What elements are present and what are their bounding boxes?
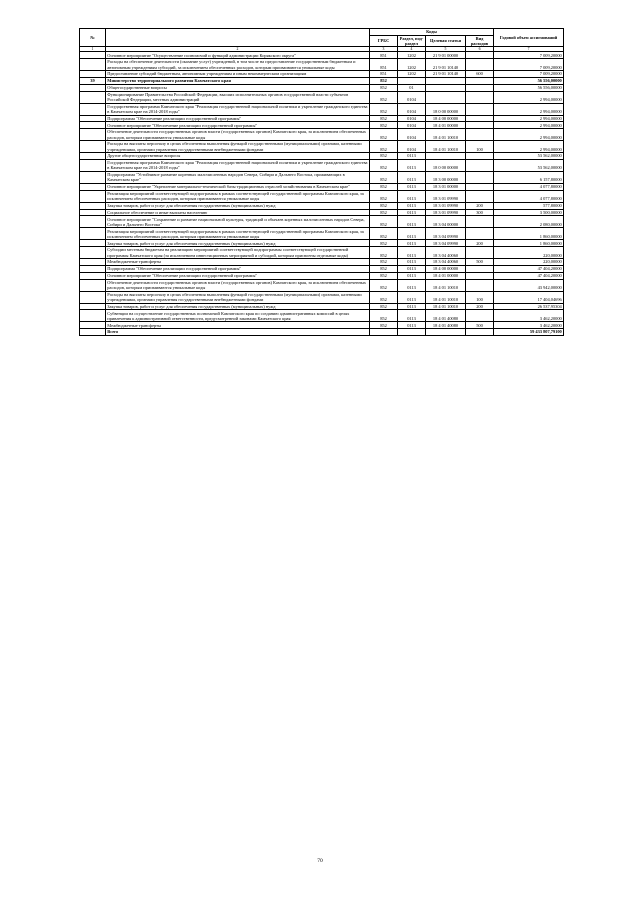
row-number xyxy=(80,153,106,160)
table-row xyxy=(80,153,564,160)
row-amount: 56 556,00000 xyxy=(494,84,564,91)
table-row xyxy=(80,240,564,247)
row-amount: 17 404,04696 xyxy=(494,291,564,303)
row-name: Подпрограмма "Устойчивое развитие коренных малочисленных народов Севера, Сибири и Дальнего Востока, проживающих в Камчатском крае" xyxy=(106,171,370,183)
row-grbs: 852 xyxy=(370,247,398,259)
row-razdel: 0113 xyxy=(398,153,426,160)
header-annual: Годовой объем ассигнований xyxy=(494,29,564,47)
header-grbs: ГРБС xyxy=(370,35,398,47)
row-name: Расходы на выплаты персоналу в целях обеспечения выполнения функций государственными (муниципальными) органами, казенными учреждениями, органами управления государственными внебюджетными фондами xyxy=(106,291,370,303)
row-number xyxy=(80,291,106,303)
row-number xyxy=(80,259,106,266)
table-row xyxy=(80,171,564,183)
row-expense-type xyxy=(466,228,494,240)
header-num: № xyxy=(80,29,106,47)
row-expense-type: 300 xyxy=(466,209,494,216)
row-name: Социальное обеспечение и иные выплаты населению xyxy=(106,209,370,216)
row-target-article: 18 4 01 40080 xyxy=(426,322,466,329)
row-expense-type xyxy=(466,329,494,336)
row-name: Реализация мероприятий соответствующей подпрограммы в рамках соответствующей государственной программы Камчатского края, за исключением обеспеченных расходов, которым присваиваются уникальные коды xyxy=(106,228,370,240)
row-razdel: 0113 xyxy=(398,228,426,240)
table-row xyxy=(80,259,564,266)
row-razdel: 0113 xyxy=(398,259,426,266)
table-body xyxy=(80,52,564,336)
row-expense-type xyxy=(466,171,494,183)
row-expense-type xyxy=(466,59,494,71)
row-target-article: 21 9 01 00000 xyxy=(426,52,466,59)
row-amount: 2 080,00000 xyxy=(494,216,564,228)
row-number xyxy=(80,171,106,183)
row-amount: 59 433 807,79100 xyxy=(494,329,564,336)
row-grbs: 852 xyxy=(370,103,398,115)
row-expense-type xyxy=(466,247,494,259)
row-target-article xyxy=(426,84,466,91)
row-expense-type xyxy=(466,115,494,122)
row-grbs: 852 xyxy=(370,240,398,247)
row-grbs: 852 xyxy=(370,171,398,183)
row-expense-type: 100 xyxy=(466,141,494,153)
row-amount: 47 404,20000 xyxy=(494,272,564,279)
table-row xyxy=(80,103,564,115)
row-expense-type: 500 xyxy=(466,259,494,266)
row-grbs: 852 xyxy=(370,77,398,84)
row-name: Функционирование Правительства Российской Федерации, высших исполнительных органов государственной власти субъектов Российской Федерации, местных администраций xyxy=(106,91,370,103)
row-grbs: 852 xyxy=(370,202,398,209)
row-amount: 43 942,00000 xyxy=(494,279,564,291)
row-number xyxy=(80,272,106,279)
row-razdel: 0104 xyxy=(398,122,426,129)
header-codes: Коды xyxy=(370,29,494,36)
row-target-article: 18 3 04 40060 xyxy=(426,259,466,266)
row-razdel: 0113 xyxy=(398,240,426,247)
row-target-article: 18 4 01 40080 xyxy=(426,310,466,322)
table-row xyxy=(80,183,564,190)
row-number xyxy=(80,59,106,71)
row-number xyxy=(80,209,106,216)
row-razdel: 0113 xyxy=(398,183,426,190)
row-target-article: 18 4 01 10010 xyxy=(426,129,466,141)
row-grbs: 852 xyxy=(370,129,398,141)
table-row xyxy=(80,279,564,291)
table-row xyxy=(80,91,564,103)
header-name xyxy=(106,29,370,47)
row-grbs: 852 xyxy=(370,322,398,329)
row-name: Закупка товаров, работ и услуг для обеспечения государственных (муниципальных) нужд xyxy=(106,303,370,310)
row-number: 39 xyxy=(80,77,106,84)
row-name: Закупка товаров, работ и услуг для обеспечения государственных (муниципальных) нужд xyxy=(106,202,370,209)
row-amount: 3 500,00000 xyxy=(494,209,564,216)
row-target-article: 18 3 01 09990 xyxy=(426,202,466,209)
row-razdel: 0113 xyxy=(398,209,426,216)
row-number xyxy=(80,329,106,336)
row-expense-type xyxy=(466,190,494,202)
row-amount: 577,80000 xyxy=(494,202,564,209)
row-razdel xyxy=(398,329,426,336)
row-number xyxy=(80,279,106,291)
row-number xyxy=(80,141,106,153)
row-target-article: 18 3 04 09990 xyxy=(426,228,466,240)
row-name: Основное мероприятие "Обеспечение реализации государственной программы" xyxy=(106,122,370,129)
row-number xyxy=(80,202,106,209)
row-grbs: 852 xyxy=(370,228,398,240)
row-number xyxy=(80,103,106,115)
column-number: 2 xyxy=(106,47,370,52)
row-razdel: 0104 xyxy=(398,129,426,141)
row-amount: 2 994,00000 xyxy=(494,91,564,103)
table-row xyxy=(80,190,564,202)
row-name: Межбюджетные трансферты xyxy=(106,322,370,329)
table-row xyxy=(80,303,564,310)
table-row xyxy=(80,291,564,303)
table-row xyxy=(80,216,564,228)
row-number xyxy=(80,129,106,141)
row-grbs: 852 xyxy=(370,91,398,103)
table-row xyxy=(80,247,564,259)
row-amount: 7 009,20000 xyxy=(494,71,564,78)
table-row xyxy=(80,59,564,71)
row-number xyxy=(80,228,106,240)
row-amount: 26 537,95304 xyxy=(494,303,564,310)
budget-table xyxy=(79,28,564,336)
row-target-article: 18 3 01 09990 xyxy=(426,190,466,202)
row-grbs: 852 xyxy=(370,141,398,153)
row-name: Субсидии местным бюджетам на реализацию мероприятий соответствующей подпрограммы соответствующей государственной программы Камчатского края (за исключением инвестиционных мероприятий и субсидий, которым присвоены отдельные коды) xyxy=(106,247,370,259)
row-expense-type: 500 xyxy=(466,322,494,329)
row-grbs: 852 xyxy=(370,216,398,228)
row-razdel: 0113 xyxy=(398,247,426,259)
row-amount: 3 462,20000 xyxy=(494,322,564,329)
row-amount: 56 556,00000 xyxy=(494,77,564,84)
row-grbs: 851 xyxy=(370,59,398,71)
row-amount: 53 562,00000 xyxy=(494,159,564,171)
row-number xyxy=(80,122,106,129)
row-name: Межбюджетные трансферты xyxy=(106,259,370,266)
row-razdel: 0113 xyxy=(398,216,426,228)
row-target-article: 18 3 00 00000 xyxy=(426,171,466,183)
row-razdel: 0113 xyxy=(398,272,426,279)
row-amount: 2 994,00000 xyxy=(494,141,564,153)
row-amount: 3 462,20000 xyxy=(494,310,564,322)
row-target-article: 18 3 01 00000 xyxy=(426,183,466,190)
row-expense-type xyxy=(466,91,494,103)
row-target-article xyxy=(426,329,466,336)
table-row xyxy=(80,115,564,122)
row-number xyxy=(80,91,106,103)
row-razdel: 0104 xyxy=(398,115,426,122)
row-amount: 2 994,00000 xyxy=(494,115,564,122)
row-razdel: 0113 xyxy=(398,322,426,329)
column-number: 4 xyxy=(398,47,426,52)
column-number: 6 xyxy=(466,47,494,52)
row-amount: 220,00000 xyxy=(494,259,564,266)
row-razdel: 0113 xyxy=(398,265,426,272)
row-name: Реализация мероприятий соответствующей подпрограммы в рамках соответствующей государственной программы Камчатского края, за исключением обеспеченных расходов, которым присваиваются уникальные коды xyxy=(106,190,370,202)
table-row xyxy=(80,322,564,329)
row-grbs: 852 xyxy=(370,209,398,216)
row-amount: 53 562,00000 xyxy=(494,153,564,160)
row-grbs: 852 xyxy=(370,153,398,160)
table-row xyxy=(80,129,564,141)
row-grbs: 851 xyxy=(370,71,398,78)
row-grbs: 852 xyxy=(370,265,398,272)
row-target-article: 18 4 00 00000 xyxy=(426,265,466,272)
row-name: Подпрограмма "Обеспечение реализации государственной программы" xyxy=(106,265,370,272)
row-number xyxy=(80,310,106,322)
row-grbs: 852 xyxy=(370,190,398,202)
row-name: Министерство территориального развития Камчатского края xyxy=(106,77,370,84)
row-grbs: 852 xyxy=(370,310,398,322)
row-number xyxy=(80,322,106,329)
row-expense-type xyxy=(466,272,494,279)
row-grbs: 852 xyxy=(370,115,398,122)
row-razdel: 0113 xyxy=(398,159,426,171)
row-number xyxy=(80,71,106,78)
row-amount: 220,00000 xyxy=(494,247,564,259)
row-name: Субвенции на осуществление государственных полномочий Камчатского края по созданию административных комиссий в целях привлечения к административной ответственности, предусмотренной законами Камчатского края xyxy=(106,310,370,322)
row-name: Подпрограмма "Обеспечение реализации государственной программы" xyxy=(106,115,370,122)
row-razdel: 1202 xyxy=(398,52,426,59)
row-amount: 6 157,80000 xyxy=(494,171,564,183)
table-row xyxy=(80,52,564,59)
row-expense-type xyxy=(466,84,494,91)
row-expense-type xyxy=(466,52,494,59)
row-name: Основное мероприятие "Обеспечение реализации государственной программы" xyxy=(106,272,370,279)
row-grbs: 852 xyxy=(370,159,398,171)
row-grbs: 851 xyxy=(370,52,398,59)
row-target-article: 18 3 04 00000 xyxy=(426,216,466,228)
row-grbs: 852 xyxy=(370,259,398,266)
row-amount: 4 077,80000 xyxy=(494,183,564,190)
table-row xyxy=(80,84,564,91)
row-name: Общегосударственные вопросы xyxy=(106,84,370,91)
row-number xyxy=(80,216,106,228)
row-expense-type xyxy=(466,129,494,141)
row-name: Другие общегосударственные вопросы xyxy=(106,153,370,160)
header-celevaya: Целевая статья xyxy=(426,35,466,47)
row-expense-type xyxy=(466,279,494,291)
row-target-article xyxy=(426,91,466,103)
row-target-article: 21 9 01 10140 xyxy=(426,59,466,71)
table-row xyxy=(80,310,564,322)
table-row xyxy=(80,71,564,78)
column-number: 3 xyxy=(370,47,398,52)
row-number xyxy=(80,84,106,91)
column-number: 5 xyxy=(426,47,466,52)
row-amount: 7 009,20000 xyxy=(494,52,564,59)
row-razdel: 0113 xyxy=(398,310,426,322)
row-name: Основное мероприятие "Осуществление полномочий и функций администрации Корякского округа" xyxy=(106,52,370,59)
row-expense-type: 200 xyxy=(466,240,494,247)
row-amount: 7 009,20000 xyxy=(494,59,564,71)
row-razdel: 0113 xyxy=(398,171,426,183)
row-number xyxy=(80,115,106,122)
row-name: Основное мероприятие "Укрепление материально-технической базы традиционных отраслей хозяйствования в Камчатском крае" xyxy=(106,183,370,190)
table-row xyxy=(80,265,564,272)
row-razdel: 0113 xyxy=(398,303,426,310)
row-grbs: 852 xyxy=(370,279,398,291)
row-number xyxy=(80,247,106,259)
row-name: Государственная программа Камчатского края "Реализация государственной национальной политики и укрепление гражданского единства в Камчатском крае на 2014-2018 годы" xyxy=(106,159,370,171)
row-expense-type: 600 xyxy=(466,71,494,78)
table-row xyxy=(80,272,564,279)
row-expense-type xyxy=(466,153,494,160)
table-row xyxy=(80,209,564,216)
row-target-article: 18 3 04 09990 xyxy=(426,240,466,247)
header-razdel: Раздел, под-раздел xyxy=(398,35,426,47)
table-row xyxy=(80,141,564,153)
row-expense-type xyxy=(466,159,494,171)
table-row xyxy=(80,77,564,84)
row-name: Государственная программа Камчатского края "Реализация государственной национальной политики и укрепление гражданского единства в Камчатском крае на 2014-2018 годы" xyxy=(106,103,370,115)
row-amount: 1 860,00000 xyxy=(494,240,564,247)
row-name: Обеспечение деятельности государственных органов власти (государственных органов) Камчатского края, за исключением обеспеченных расходов, которым присваиваются уникальные коды xyxy=(106,129,370,141)
row-amount: 47 404,20000 xyxy=(494,265,564,272)
row-number xyxy=(80,159,106,171)
row-target-article: 18 0 00 00000 xyxy=(426,159,466,171)
row-expense-type xyxy=(466,122,494,129)
row-razdel: 0113 xyxy=(398,291,426,303)
row-number xyxy=(80,183,106,190)
row-name: Обеспечение деятельности государственных органов власти (государственных органов) Камчатского края, за исключением обеспеченных расходов, которым присваиваются уникальные коды xyxy=(106,279,370,291)
page-number: 70 xyxy=(317,858,323,864)
row-razdel: 0104 xyxy=(398,103,426,115)
row-name: Основное мероприятие "Сохранение и развитие национальной культуры, традиций и обычаев коренных малочисленных народов Севера, Сибири и Дальнего Востока" xyxy=(106,216,370,228)
row-expense-type: 100 xyxy=(466,291,494,303)
row-target-article: 18 3 04 40060 xyxy=(426,247,466,259)
row-target-article: 18 4 01 00000 xyxy=(426,122,466,129)
row-name: Закупка товаров, работ и услуг для обеспечения государственных (муниципальных) нужд xyxy=(106,240,370,247)
row-number xyxy=(80,52,106,59)
table-row xyxy=(80,159,564,171)
row-razdel xyxy=(398,77,426,84)
row-target-article: 18 0 00 00000 xyxy=(426,103,466,115)
row-amount: 1 860,00000 xyxy=(494,228,564,240)
table-row xyxy=(80,122,564,129)
row-razdel: 1202 xyxy=(398,59,426,71)
column-number: 7 xyxy=(494,47,564,52)
row-target-article xyxy=(426,77,466,84)
row-razdel: 0104 xyxy=(398,141,426,153)
row-name: Расходы на выплаты персоналу в целях обеспечения выполнения функций государственными (муниципальными) органами, казенными учреждениями, органами управления государственными внебюджетными фондами xyxy=(106,141,370,153)
row-amount: 2 994,00000 xyxy=(494,129,564,141)
row-number xyxy=(80,240,106,247)
row-expense-type xyxy=(466,310,494,322)
row-target-article: 18 4 01 10010 xyxy=(426,291,466,303)
row-name: Расходы на обеспечение деятельности (оказание услуг) учреждений, в том числе на предоставление государственным бюджетным и автономным учреждениям субсидий, за исключением обеспеченных расходов, которым присваиваются уникальные коды xyxy=(106,59,370,71)
header-row-top xyxy=(80,29,564,36)
row-razdel: 01 xyxy=(398,84,426,91)
row-grbs: 852 xyxy=(370,303,398,310)
row-expense-type: 200 xyxy=(466,202,494,209)
row-grbs: 852 xyxy=(370,84,398,91)
column-number: 1 xyxy=(80,47,106,52)
row-grbs xyxy=(370,329,398,336)
row-target-article xyxy=(426,153,466,160)
row-expense-type xyxy=(466,265,494,272)
table-row xyxy=(80,329,564,336)
row-expense-type xyxy=(466,216,494,228)
row-number xyxy=(80,303,106,310)
row-expense-type xyxy=(466,103,494,115)
row-target-article: 18 4 01 00000 xyxy=(426,272,466,279)
row-grbs: 852 xyxy=(370,122,398,129)
row-name: Предоставление субсидий бюджетным, автономным учреждениям и иным некоммерческим организациям xyxy=(106,71,370,78)
row-grbs: 852 xyxy=(370,183,398,190)
row-razdel: 1202 xyxy=(398,71,426,78)
row-expense-type: 200 xyxy=(466,303,494,310)
row-amount: 4 077,80000 xyxy=(494,190,564,202)
row-target-article: 18 3 01 09990 xyxy=(426,209,466,216)
row-target-article: 18 4 00 00000 xyxy=(426,115,466,122)
row-amount: 2 994,00000 xyxy=(494,103,564,115)
row-razdel: 0113 xyxy=(398,279,426,291)
row-grbs: 852 xyxy=(370,272,398,279)
row-name: Всего xyxy=(106,329,370,336)
table-row xyxy=(80,202,564,209)
row-number xyxy=(80,190,106,202)
row-grbs: 852 xyxy=(370,291,398,303)
row-razdel: 0104 xyxy=(398,91,426,103)
row-target-article: 18 4 01 10010 xyxy=(426,279,466,291)
row-razdel: 0113 xyxy=(398,202,426,209)
row-expense-type xyxy=(466,77,494,84)
row-target-article: 21 9 01 10140 xyxy=(426,71,466,78)
row-number xyxy=(80,265,106,272)
header-vid: Вид расходов xyxy=(466,35,494,47)
table-row xyxy=(80,228,564,240)
row-amount: 2 994,00000 xyxy=(494,122,564,129)
row-expense-type xyxy=(466,183,494,190)
row-razdel: 0113 xyxy=(398,190,426,202)
row-target-article: 18 4 01 10010 xyxy=(426,303,466,310)
row-target-article: 18 4 01 10010 xyxy=(426,141,466,153)
